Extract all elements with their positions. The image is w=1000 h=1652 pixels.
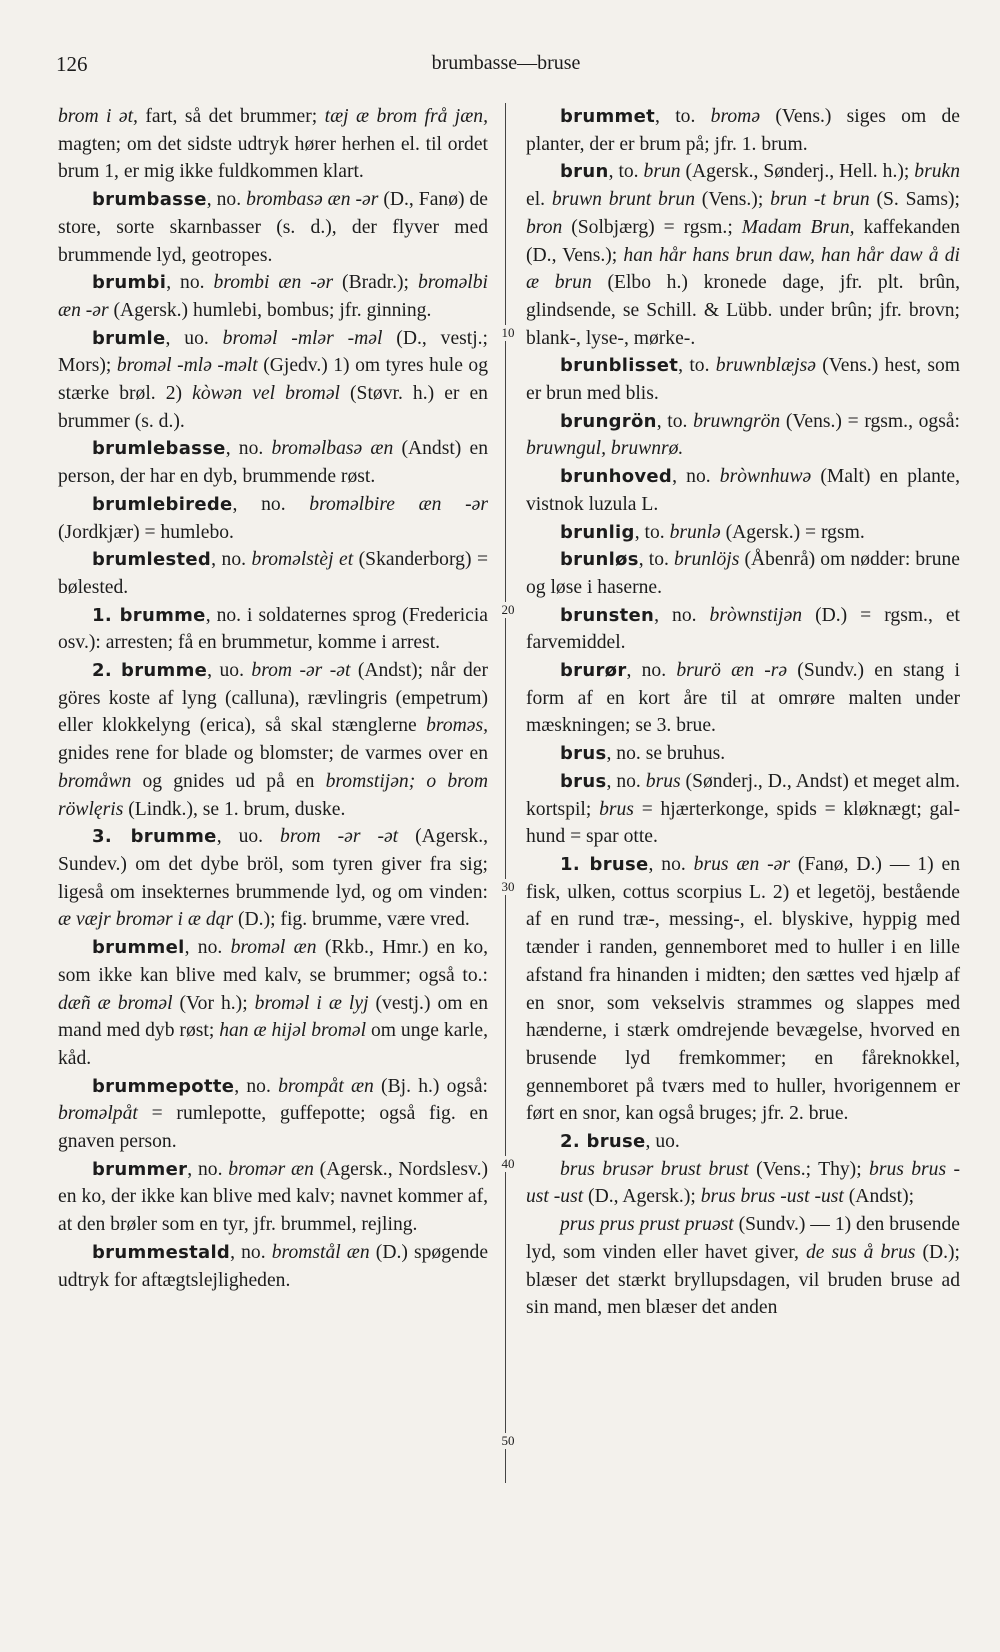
- entry-text: gnides rene for blade og blomster; de varmes over en: [58, 743, 488, 765]
- headword: brunhoved: [560, 466, 673, 488]
- line-number-50: 50: [491, 1433, 525, 1449]
- dictionary-entry: [526, 103, 960, 158]
- entry-text: (Rkb., Hmr.) en ko, som ikke kan blive med kalv, se brummer; også to.:: [58, 937, 489, 986]
- entry-text: magten; om det sidste udtryk hører herhen el. til ordet brum 1, er mig ikke fuldkommen klart.: [58, 133, 488, 183]
- entry-text: (D., Agersk.);: [583, 1186, 701, 1208]
- entry-text: og gnides ud på en: [131, 770, 326, 792]
- dictionary-entry: [58, 1239, 488, 1294]
- entry-text: (D., vestj.; Mors);: [58, 327, 488, 377]
- dialect-form: bron: [526, 216, 563, 238]
- dialect-form: dæñ æ bromǝl: [58, 992, 173, 1014]
- entry-text: , no.: [187, 1158, 229, 1180]
- dialect-form: bromǝlbasǝ æn: [271, 438, 394, 460]
- headword: brunløs: [560, 549, 639, 571]
- entry-text: (Sundv.) en stang i form af en kort åre til at omrøre malten under mæskningen; se 3. brue.: [526, 660, 960, 737]
- headword: 1. brumme: [92, 604, 206, 626]
- dialect-form: brombasə æn -ər: [246, 189, 379, 211]
- entry-text: (Elbo h.) kronede dage, jfr. plt. brûn, glindsende, se Schill. & Lübb. under brûn; jfr. brovn; blank-, lyse-, mørke-.: [526, 272, 961, 349]
- headword: brummepotte: [92, 1075, 235, 1097]
- headword: 3. brumme: [92, 826, 217, 848]
- headword: brumbasse: [92, 189, 207, 211]
- headword: brungrön: [560, 410, 657, 432]
- dialect-form: broməlbi æn -ər: [58, 272, 488, 321]
- line-number-20: 20: [491, 602, 525, 618]
- dictionary-entry: [526, 740, 960, 768]
- dialect-form: brompåt æn: [278, 1075, 374, 1097]
- dialect-form: bromǝl i æ lyj: [254, 992, 369, 1014]
- entry-text: (Vens.);: [695, 189, 771, 211]
- entry-text: , no.: [606, 770, 646, 792]
- page-header: [56, 48, 956, 84]
- entry-text: , no.: [166, 272, 214, 294]
- dictionary-entry: [58, 491, 488, 546]
- entry-text: (Støvr. h.) er en brummer (s. d.).: [58, 383, 488, 432]
- dialect-form: bromǝ: [710, 106, 761, 127]
- dialect-form: brombi æn -ər: [213, 272, 334, 294]
- entry-text: (Agersk.) = rgsm.: [720, 521, 865, 543]
- dialect-form: bromǝs,: [426, 715, 488, 737]
- line-number-30: 30: [491, 879, 525, 895]
- headword: brunsten: [560, 604, 655, 626]
- headword: brunlig: [560, 521, 635, 543]
- entry-text: = hjærterkonge, spids = kløknægt; gal-hund = spar otte.: [526, 798, 960, 848]
- entry-text: (D.) = rgsm., et farvemiddel.: [526, 604, 960, 654]
- entry-text: , no.: [626, 660, 677, 682]
- headword: brumlested: [92, 549, 212, 571]
- dictionary-entry: [58, 546, 488, 601]
- dialect-form: bruwngrön: [693, 410, 781, 432]
- dialect-form: bromǝl -mlǝ -mǝlt: [116, 355, 258, 377]
- dictionary-entry: [58, 823, 488, 934]
- page-number: 126: [56, 52, 88, 76]
- entry-text: (Bradr.);: [333, 272, 418, 294]
- dialect-form: bromǝl -mlǝr -mǝl: [222, 327, 383, 349]
- headword: brunblisset: [560, 355, 679, 377]
- headword: brummel: [92, 937, 185, 959]
- entry-text: kaffekanden (D., Vens.);: [526, 216, 960, 266]
- dialect-form: brus brus -ust -ust: [526, 1158, 961, 1208]
- right-column: [526, 103, 960, 1322]
- headword: brummer: [92, 1158, 188, 1180]
- entry-text: , to.: [655, 106, 711, 127]
- dictionary-entry: [526, 519, 960, 547]
- headword: brumlebirede: [92, 493, 233, 515]
- entry-text: , no.: [230, 1241, 272, 1263]
- dictionary-entry: [526, 546, 960, 601]
- entry-text: , to.: [608, 161, 644, 183]
- dialect-form: brus æn -ǝr: [693, 853, 790, 875]
- entry-text: , no.: [234, 1075, 279, 1097]
- entry-text: (Solbjærg) = rgsm.;: [562, 216, 742, 238]
- entry-text: , to.: [634, 521, 670, 543]
- entry-text: (Jordkjær) = humlebo.: [58, 521, 234, 543]
- dictionary-entry: [58, 269, 488, 324]
- dialect-form: bromstijǝn; o brom röwlęris: [58, 770, 488, 820]
- entry-text: (D.); blæser det stærkt bryllupsdagen, vil bruden bruse ad sin mand, men blæser det anden: [526, 1241, 960, 1319]
- dictionary-entry: [58, 602, 488, 657]
- dialect-form: kòwən vel bromǝl: [192, 383, 340, 405]
- dialect-form: æ væjr bromǝr i æ dąr: [58, 909, 234, 931]
- dialect-form: prus prus prust pruǝst: [560, 1214, 734, 1236]
- dictionary-entry: [58, 657, 488, 823]
- entry-text: , no.: [206, 189, 247, 211]
- entry-text: , no.: [672, 466, 720, 488]
- headword: brus: [560, 770, 607, 792]
- dictionary-entry: [526, 768, 960, 851]
- dialect-form: bromǝr æn: [228, 1158, 314, 1180]
- dialect-form: bròwnhuwǝ: [719, 466, 812, 488]
- dialect-form: brunlöjs: [674, 549, 740, 571]
- dialect-form: bruwnblæjsǝ: [715, 355, 816, 377]
- dialect-form: brom -ǝr -ǝt: [251, 660, 351, 682]
- dialect-form: han hår hans brun daw, han hår daw å di æ brun: [526, 244, 960, 294]
- entry-text: , uo.: [645, 1131, 680, 1153]
- dictionary-entry: [526, 851, 960, 1128]
- headword: 2. bruse: [560, 1131, 646, 1153]
- entry-text: (Sundv.) — 1) den brusende lyd, som vinden eller havet giver,: [526, 1214, 960, 1263]
- dialect-form: bromǝlstèj et: [251, 549, 354, 571]
- entry-text: fart, så det brummer;: [137, 106, 325, 127]
- dialect-form: bromǝlbire æn -ǝr: [309, 493, 488, 515]
- dialect-form: Madam Brun,: [741, 216, 855, 238]
- entry-text: , to.: [678, 355, 716, 377]
- dialect-form: tæj æ brom frå jæn,: [324, 106, 489, 127]
- headword: brus: [560, 743, 607, 765]
- entry-text: (Agersk., Sundev.) om det dybe bröl, som tyren giver fra sig; ligeså om insekternes brummende lyd, og om vinden:: [58, 826, 489, 903]
- dialect-form: brus brusǝr brust brust: [560, 1158, 749, 1180]
- entry-text: (Lindk.), se 1. brum, duske.: [123, 798, 346, 820]
- entry-text: (Vens.) hest, som er brun med blis.: [526, 355, 960, 405]
- entry-text: , uo.: [165, 327, 223, 349]
- entry-text: (Vens.; Thy);: [748, 1158, 870, 1180]
- entry-text: , no. i soldaternes sprog (Fredericia osv.): arresten; få en brummetur, komme i arrest.: [58, 604, 489, 654]
- entry-text: , uo.: [207, 660, 252, 682]
- headword: brumle: [92, 327, 166, 349]
- dictionary-entry: [526, 657, 960, 740]
- entry-text: (Andst) en person, der har en dyb, brummende røst.: [58, 438, 489, 488]
- dictionary-entry: [526, 1156, 960, 1211]
- entry-text: , no.: [648, 853, 694, 875]
- entry-text: (Åbenrå) om nødder: brune og løse i haserne.: [526, 549, 960, 598]
- entry-text: , to.: [656, 410, 694, 432]
- entry-text: (Sønderj., D., Andst) et meget alm. kortspil;: [526, 770, 960, 820]
- dialect-form: brom -ǝr -ǝt: [280, 826, 399, 848]
- dictionary-entry: [58, 325, 488, 436]
- dialect-form: brurö æn -rǝ: [676, 660, 788, 682]
- dialect-form: brukn: [914, 161, 960, 183]
- entry-text: (Andst); når der göres koste af lyng (calluna), rævlingris (empetrum) eller klokkelyng (erica), så skal stænglerne: [58, 660, 488, 737]
- entry-text: , no.: [211, 549, 252, 571]
- dialect-form: bromstål æn: [271, 1241, 370, 1263]
- entry-text: (S. Sams);: [869, 189, 961, 211]
- entry-text: el.: [526, 189, 552, 211]
- entry-text: (Agersk., Sønderj., Hell. h.);: [680, 161, 915, 183]
- dictionary-entry: [58, 1156, 488, 1239]
- dialect-form: brus: [645, 770, 681, 792]
- entry-text: , no.: [232, 493, 310, 515]
- dialect-form: brus: [599, 798, 634, 820]
- entry-text: (Vor h.);: [172, 992, 255, 1014]
- dictionary-entry: [526, 463, 960, 518]
- headword: brumbi: [92, 272, 167, 294]
- entry-text: (Vens.) siges om de planter, der er brum på; jfr. 1. brum.: [526, 106, 960, 155]
- dialect-form: bruwn brunt brun: [551, 189, 695, 211]
- dialect-form: de sus å brus: [805, 1241, 916, 1263]
- line-number-10: 10: [491, 325, 525, 341]
- dictionary-entry: [58, 186, 488, 269]
- dictionary-entry: [58, 103, 488, 186]
- entry-text: (D.) spøgende udtryk for aftægtslejligheden.: [58, 1241, 489, 1291]
- entry-text: (vestj.) om en mand med dyb røst;: [58, 992, 488, 1042]
- dictionary-entry: [58, 1073, 488, 1156]
- dictionary-entry: [58, 934, 488, 1073]
- dialect-form: bromǝl æn: [230, 937, 317, 959]
- entry-text: om unge karle, kåd.: [58, 1020, 488, 1069]
- headword: 2. brumme: [92, 660, 208, 682]
- entry-text: (Andst);: [843, 1186, 915, 1208]
- dictionary-entry: [526, 1128, 960, 1156]
- dictionary-entry: [526, 602, 960, 657]
- entry-text: (Agersk.) humlebi, bombus; jfr. ginning.: [108, 299, 432, 321]
- headword: brurør: [560, 660, 627, 682]
- entry-text: , no.: [184, 937, 231, 959]
- entry-text: (Bj. h.) også:: [373, 1075, 488, 1097]
- entry-text: (D., Fanø) de store, sorte skarnbasser (s. d.), der flyver med brummende lyd, geotropes.: [58, 189, 488, 266]
- dialect-form: bromǝlpåt: [58, 1103, 138, 1125]
- dialect-form: brunlǝ: [669, 521, 721, 543]
- entry-text: (Skanderborg) = bølested.: [58, 549, 489, 598]
- dictionary-entry: [526, 352, 960, 407]
- dialect-form: bròwnstijǝn: [709, 604, 803, 626]
- headword: brummestald: [92, 1241, 231, 1263]
- entry-text: = rumlepotte, guffepotte; også fig. en gnaven person.: [58, 1103, 488, 1153]
- entry-text: , uo.: [216, 826, 281, 848]
- running-head: brumbasse—bruse: [431, 52, 581, 74]
- dialect-form: han æ hijǝl bromǝl: [219, 1020, 367, 1042]
- dictionary-entry: [526, 408, 960, 463]
- headword: 1. bruse: [560, 853, 649, 875]
- left-column: [58, 103, 488, 1294]
- headword: brumlebasse: [92, 438, 226, 460]
- entry-text: , no.: [654, 604, 710, 626]
- headword: brun: [560, 161, 609, 183]
- headword: brummet: [560, 106, 656, 127]
- line-number-40: 40: [491, 1156, 525, 1172]
- entry-text: , to.: [638, 549, 675, 571]
- dialect-form: bruwngul, bruwnrø.: [526, 438, 684, 460]
- dialect-form: brun -t brun: [770, 189, 870, 211]
- entry-text: (Fanø, D.) — 1) en fisk, ulken, cottus scorpius L. 2) et legetöj, bestående af en rund træ-, messing-, el. blyskive, hyppig med tænder i randen, gennemboret med to huller i en lille afstand fra hinanden i midten; den sættes ved hjælp af en snor, som vekselvis strammes og slappes med hænderne, i stærk omdrejende bevægelse, hvorved en brusende lyd fremkommer; en fåreknokkel, gennemboret på tværs med to huller, hvorigennem er ført en snor, kan også bruges; jfr. 2. brue.: [526, 853, 960, 1125]
- dictionary-entry: [526, 1211, 960, 1322]
- entry-text: (Vens.) = rgsm., også:: [780, 410, 960, 432]
- entry-text: (Gjedv.) 1) om tyres hule og stærke brøl. 2): [58, 355, 489, 405]
- dictionary-entry: [526, 158, 960, 352]
- dialect-form: brus brus -ust -ust: [700, 1186, 844, 1208]
- entry-text: (Agersk., Nordslesv.) en ko, der ikke kan blive med kalv; navnet kommer af, at den brøler som en tyr, jfr. brummel, rejling.: [58, 1158, 488, 1236]
- entry-text: (D.); fig. brumme, være vred.: [233, 909, 470, 931]
- line-numbers: [491, 103, 525, 1603]
- dialect-form: brun: [643, 161, 681, 183]
- dialect-form: brom i ət,: [58, 106, 138, 127]
- dictionary-entry: [58, 435, 488, 490]
- entry-text: , no.: [225, 438, 272, 460]
- entry-text: , no. se bruhus.: [606, 743, 726, 765]
- entry-text: (Malt) en plante, vistnok luzula L.: [526, 466, 960, 515]
- dialect-form: bromåwn: [58, 770, 132, 792]
